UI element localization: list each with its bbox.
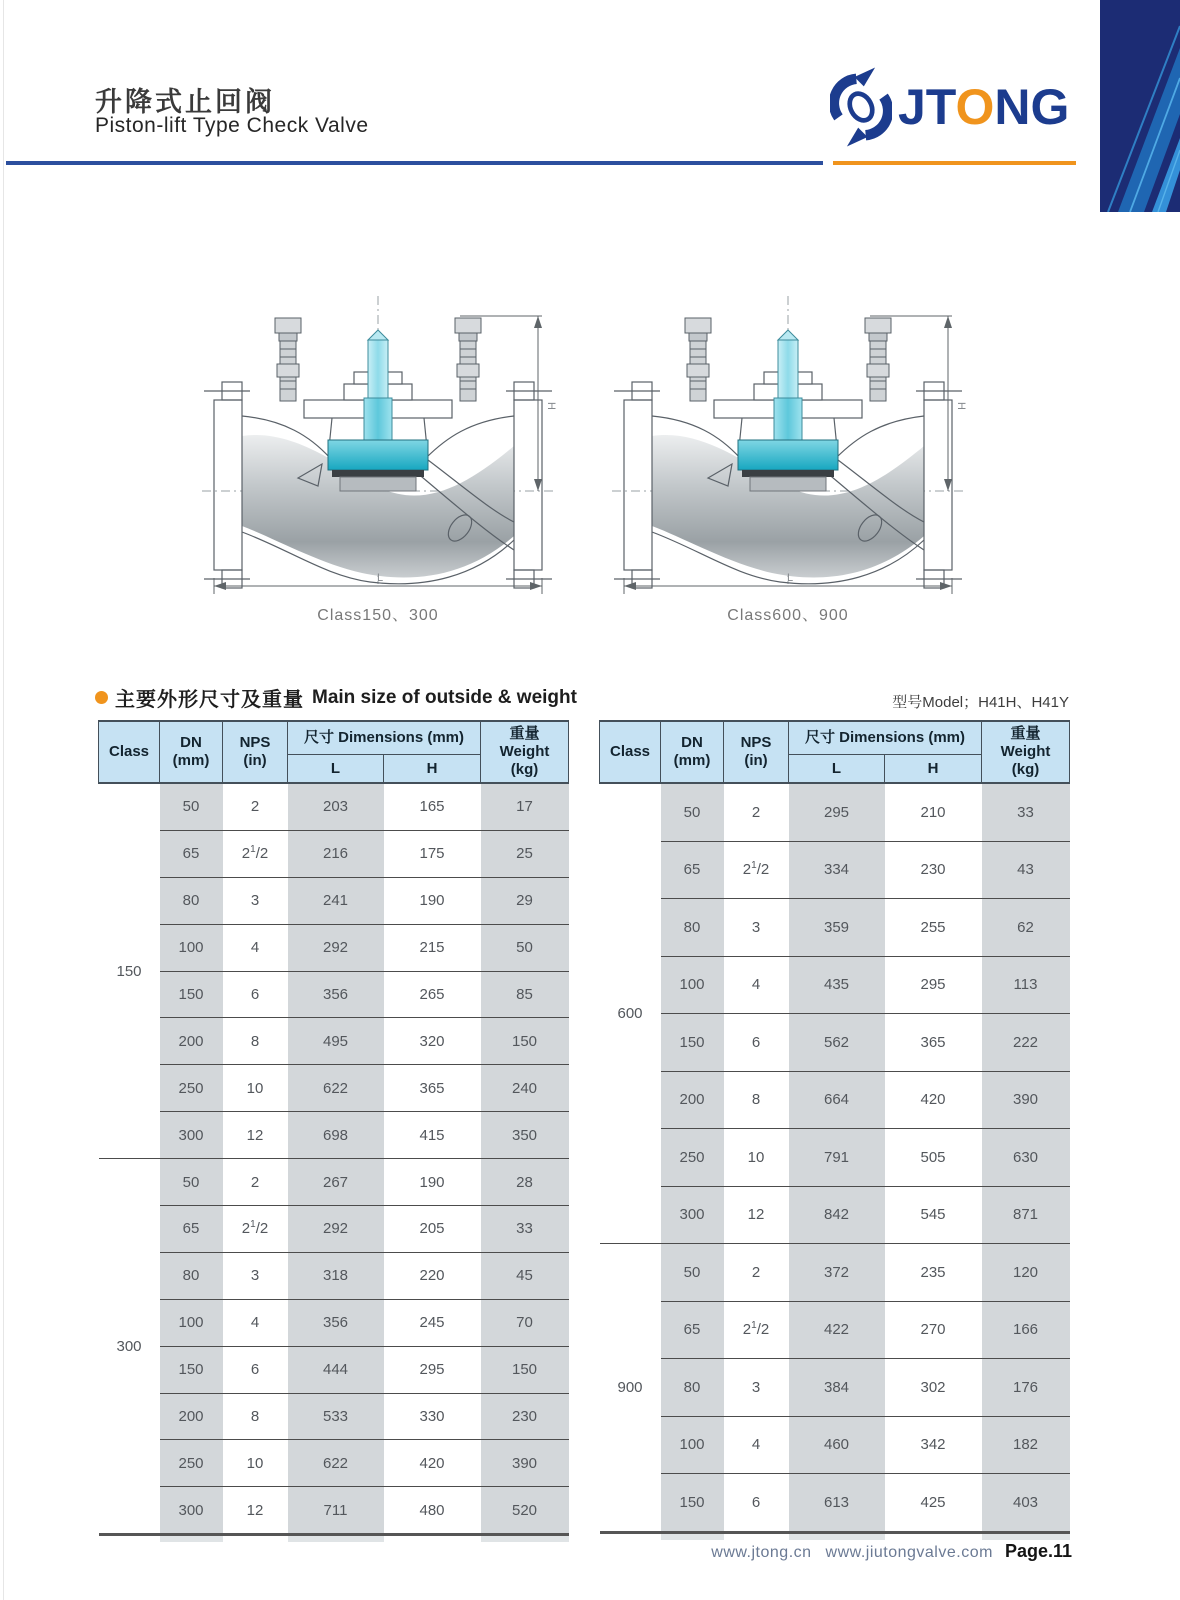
cell-dn: 50 [661,1244,724,1302]
page-title-en: Piston-lift Type Check Valve [95,114,369,137]
cell-h: 245 [384,1299,481,1346]
cell-dn: 80 [661,899,724,957]
drawing-caption: Class600、900 [727,607,849,624]
section-title-zh: 主要外形尺寸及重量 [115,689,304,711]
cell-nps: 6 [724,1474,789,1533]
cell-l: 318 [288,1252,384,1299]
cell-weight: 45 [481,1252,569,1299]
cell-nps: 3 [223,1252,288,1299]
table-row [600,1014,1070,1072]
cell-h: 295 [885,956,982,1014]
cell-nps: 10 [223,1440,288,1487]
stub-cell [384,1535,481,1543]
table-row [99,1440,569,1487]
cell-dn: 100 [661,1416,724,1474]
stub-cell [481,1535,569,1543]
table-row [600,1359,1070,1417]
cell-h: 165 [384,783,481,830]
cell-l: 562 [789,1014,885,1072]
cell-nps: 12 [223,1112,288,1159]
stub-cell [160,1535,223,1543]
cell-h: 365 [885,1014,982,1072]
cell-dn: 300 [160,1487,223,1535]
stub-cell [885,1532,982,1540]
cell-weight: 182 [982,1416,1070,1474]
cell-weight: 630 [982,1129,1070,1187]
table-row [99,971,569,1018]
col-header-h: H [885,755,982,784]
cell-weight: 25 [481,830,569,877]
col-header-dn: DN (mm) [661,721,724,783]
table-row [99,1252,569,1299]
cell-dn: 200 [661,1071,724,1129]
col-header-l: L [288,755,384,784]
cell-l: 292 [288,1206,384,1253]
cell-h: 205 [384,1206,481,1253]
cell-l: 613 [789,1474,885,1533]
table-row [99,1346,569,1393]
cell-nps: 3 [724,899,789,957]
cell-h: 342 [885,1416,982,1474]
col-header-nps: NPS (in) [724,721,789,783]
cell-l: 292 [288,924,384,971]
cell-weight: 403 [982,1474,1070,1533]
cell-nps: $2^1/2$ [724,841,789,899]
table-row [99,1112,569,1159]
section-title-en: Main size of outside & weight [312,686,577,708]
cell-l: 664 [789,1071,885,1129]
cell-nps: 8 [223,1018,288,1065]
cell-nps: 2 [223,1159,288,1206]
cell-nps: $2^1/2$ [223,830,288,877]
cell-l: 203 [288,783,384,830]
cell-weight: 62 [982,899,1070,957]
cell-l: 698 [288,1112,384,1159]
cell-nps: 12 [223,1487,288,1535]
cell-l: 356 [288,1299,384,1346]
size-weight-table-left [98,720,569,1542]
cell-h: 190 [384,877,481,924]
cell-dn: 250 [160,1440,223,1487]
cell-l: 267 [288,1159,384,1206]
cell-dn: 65 [661,841,724,899]
cell-weight: 390 [481,1440,569,1487]
cell-dn: 80 [160,877,223,924]
brand-wordmark [898,78,1069,136]
cell-dn: 65 [160,830,223,877]
cell-dn: 50 [160,1159,223,1206]
stub-cell [600,1532,661,1540]
cell-h: 210 [885,783,982,841]
header-rule-blue [6,161,823,165]
table-row [600,1071,1070,1129]
cell-nps: 10 [223,1065,288,1112]
table-row [99,1065,569,1112]
cell-nps: 6 [223,1346,288,1393]
table-row [600,783,1070,841]
cell-h: 420 [384,1440,481,1487]
table-row [99,1393,569,1440]
brand-ng: NG [994,79,1070,135]
cell-weight: 222 [982,1014,1070,1072]
cell-h: 330 [384,1393,481,1440]
stub-cell [99,1535,160,1543]
cell-h: 302 [885,1359,982,1417]
cell-nps: 3 [724,1359,789,1417]
brand-jt: JT [898,79,956,135]
cell-l: 495 [288,1018,384,1065]
section-title [95,683,577,712]
cell-h: 320 [384,1018,481,1065]
cell-dn: 300 [160,1112,223,1159]
col-header-h: H [384,755,481,784]
cell-weight: 50 [481,924,569,971]
cell-dn: 150 [661,1014,724,1072]
stub-cell [789,1532,885,1540]
brand-swirl-icon [830,64,892,150]
cell-dn: 100 [160,924,223,971]
cell-h: 230 [885,841,982,899]
page-footer [711,1541,1072,1562]
table-row [99,783,569,830]
cell-nps: 2 [724,1244,789,1302]
cell-dn: 80 [661,1359,724,1417]
table-row [600,1301,1070,1359]
table-row [600,899,1070,957]
cell-weight: 230 [481,1393,569,1440]
cell-h: 545 [885,1186,982,1244]
cell-h: 220 [384,1252,481,1299]
cell-nps: 10 [724,1129,789,1187]
table-row [600,1474,1070,1533]
cell-nps: 2 [724,783,789,841]
cell-nps: 4 [724,956,789,1014]
table-bottom-stub [600,1532,1070,1540]
table-row [600,1244,1070,1302]
cell-nps: 8 [724,1071,789,1129]
cell-l: 422 [789,1301,885,1359]
cell-nps: 4 [724,1416,789,1474]
cell-nps: 12 [724,1186,789,1244]
table-row [99,877,569,924]
cell-nps: $2^1/2$ [724,1301,789,1359]
orange-bullet-icon [95,691,108,704]
table-row [99,830,569,877]
cell-dn: 65 [160,1206,223,1253]
cell-nps: 6 [724,1014,789,1072]
cell-h: 365 [384,1065,481,1112]
cell-nps: 4 [223,1299,288,1346]
col-header-dn: DN (mm) [160,721,223,783]
cell-l: 295 [789,783,885,841]
cell-weight: 240 [481,1065,569,1112]
cell-dn: 150 [160,971,223,1018]
cell-l: 435 [789,956,885,1014]
cell-l: 241 [288,877,384,924]
cell-l: 622 [288,1065,384,1112]
col-header-class: Class [600,721,661,783]
cell-weight: 28 [481,1159,569,1206]
table-row [600,841,1070,899]
cell-h: 415 [384,1112,481,1159]
table-row [600,1186,1070,1244]
cell-weight: 120 [982,1244,1070,1302]
cell-nps: 4 [223,924,288,971]
stub-cell [982,1532,1070,1540]
table-row [99,1487,569,1535]
dim-label-l: L [376,572,384,584]
cell-l: 791 [789,1129,885,1187]
cell-weight: 33 [481,1206,569,1253]
cell-dn: 250 [661,1129,724,1187]
stub-cell [724,1532,789,1540]
table-row [600,956,1070,1014]
cell-weight: 33 [982,783,1070,841]
valve-drawing-class150-300 [198,288,558,625]
cell-weight: 166 [982,1301,1070,1359]
table-row [99,1299,569,1346]
cell-h: 505 [885,1129,982,1187]
cell-h: 480 [384,1487,481,1535]
cell-l: 216 [288,830,384,877]
cell-weight: 17 [481,783,569,830]
cell-h: 425 [885,1474,982,1533]
valve-cross-section [198,288,558,598]
cell-dn: 100 [661,956,724,1014]
cell-weight: 520 [481,1487,569,1535]
cell-dn: 200 [160,1018,223,1065]
table-row [99,1159,569,1206]
cell-l: 460 [789,1416,885,1474]
cell-weight: 70 [481,1299,569,1346]
cell-h: 215 [384,924,481,971]
cell-weight: 350 [481,1112,569,1159]
col-header-nps: NPS (in) [223,721,288,783]
cell-l: 711 [288,1487,384,1535]
cell-weight: 85 [481,971,569,1018]
cell-weight: 150 [481,1346,569,1393]
cell-class: 600 [600,783,661,1244]
table-row [600,1129,1070,1187]
page-number: Page.11 [1004,1541,1072,1561]
cell-dn: 200 [160,1393,223,1440]
cell-class: 900 [600,1244,661,1533]
cell-l: 359 [789,899,885,957]
table-row [99,1018,569,1065]
cell-h: 270 [885,1301,982,1359]
size-weight-table [599,720,1070,1540]
cell-weight: 113 [982,956,1070,1014]
cell-dn: 300 [661,1186,724,1244]
page-title-zh: 升降式止回阀 [95,87,275,117]
cell-l: 334 [789,841,885,899]
scan-edge-line [3,0,4,1600]
table-row [99,1206,569,1253]
cell-l: 356 [288,971,384,1018]
cell-nps: $2^1/2$ [223,1206,288,1253]
header-rule-orange [833,161,1076,165]
table-row [99,924,569,971]
corner-decoration [1100,0,1180,212]
size-weight-table [98,720,569,1542]
stub-cell [661,1532,724,1540]
col-header-weight: 重量 Weight (kg) [982,721,1070,783]
col-header-dimensions: 尺寸 Dimensions (mm) [288,721,481,755]
cell-h: 235 [885,1244,982,1302]
cell-h: 175 [384,830,481,877]
cell-dn: 150 [160,1346,223,1393]
col-header-dimensions: 尺寸 Dimensions (mm) [789,721,982,755]
valve-cross-section [608,288,968,598]
cell-weight: 150 [481,1018,569,1065]
cell-dn: 250 [160,1065,223,1112]
cell-l: 384 [789,1359,885,1417]
cell-nps: 3 [223,877,288,924]
model-label: 型号Model；H41H、H41Y [892,694,1069,711]
table-row [600,1416,1070,1474]
brand-logo [830,64,1069,150]
cell-h: 255 [885,899,982,957]
cell-class: 300 [99,1159,160,1535]
cell-weight: 29 [481,877,569,924]
cell-dn: 50 [160,783,223,830]
cell-dn: 50 [661,783,724,841]
cell-l: 842 [789,1186,885,1244]
cell-nps: 8 [223,1393,288,1440]
col-header-l: L [789,755,885,784]
dim-label-h: H [955,402,967,410]
cell-weight: 43 [982,841,1070,899]
drawing-caption: Class150、300 [317,607,439,624]
cell-h: 420 [885,1071,982,1129]
footer-url-jtong: www.jtong.cn [711,1544,812,1561]
valve-drawing-class600-900 [608,288,968,625]
cell-weight: 390 [982,1071,1070,1129]
footer-url-jiutongvalve: www.jiutongvalve.com [825,1544,993,1561]
col-header-weight: 重量 Weight (kg) [481,721,569,783]
header-row [99,721,569,755]
size-weight-table-right [599,720,1070,1540]
cell-l: 444 [288,1346,384,1393]
cell-dn: 65 [661,1301,724,1359]
cell-h: 295 [384,1346,481,1393]
dim-label-h: H [545,402,557,410]
cell-nps: 2 [223,783,288,830]
cell-h: 190 [384,1159,481,1206]
dim-label-l: L [786,572,794,584]
cell-dn: 150 [661,1474,724,1533]
cell-weight: 871 [982,1186,1070,1244]
cell-class: 150 [99,783,160,1159]
cell-h: 265 [384,971,481,1018]
stub-cell [223,1535,288,1543]
table-bottom-stub [99,1535,569,1543]
cell-dn: 80 [160,1252,223,1299]
stub-cell [288,1535,384,1543]
cell-l: 372 [789,1244,885,1302]
cell-l: 622 [288,1440,384,1487]
cell-l: 533 [288,1393,384,1440]
cell-dn: 100 [160,1299,223,1346]
header-row [600,721,1070,755]
brand-o: O [955,79,995,135]
cell-weight: 176 [982,1359,1070,1417]
cell-nps: 6 [223,971,288,1018]
col-header-class: Class [99,721,160,783]
